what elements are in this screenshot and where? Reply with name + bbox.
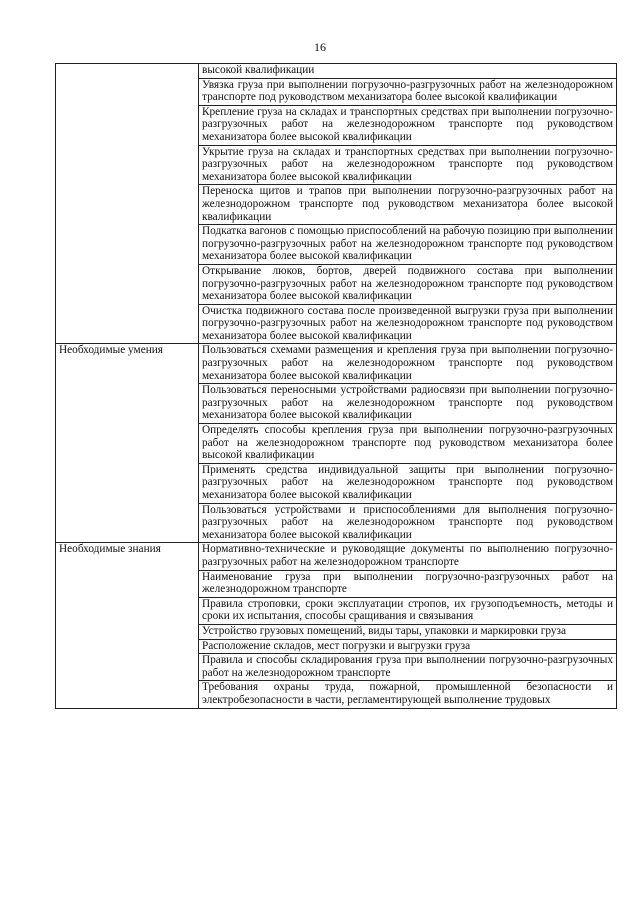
item-text: Укрытие груза на складах и транспортных средствах при выполнении погрузочно-разгрузочных работ на железнодорожном транспорте под руководством механизатора более высокой квалификации [202,145,613,183]
table-cell [199,681,617,708]
table-cell [199,384,617,424]
section-label [56,64,199,344]
table-cell [199,145,617,185]
item-text: Расположение складов, мест погрузки и выгрузки груза [202,639,471,652]
table-cell [199,654,617,681]
table-cell [199,105,617,145]
table-cell [199,503,617,543]
table-cell [199,624,617,639]
page-number: 16 [314,40,326,54]
item-text: Подкатка вагонов с помощью приспособлений на рабочую позицию при выполнении погрузочно-разгрузочных работ на железнодорожном транспорте под руководством механизатора более высокой квалификации [202,225,613,263]
table-row [56,543,617,570]
section-label: Необходимые знания [56,543,199,708]
table-cell [199,225,617,265]
item-text: Нормативно-технические и руководящие документы по выполнению погрузочно-разгрузочных работ на железнодорожном транспорте [202,543,613,568]
table-cell [199,264,617,304]
qualification-table-body [56,64,617,709]
item-text: Применять средства индивидуальной защиты при выполнении погрузочно-разгрузочных работ на железнодорожном транспорте под руководством механизатора более высокой квалификации [202,463,613,501]
table-cell [199,344,617,384]
table-cell [199,570,617,597]
table-cell [199,64,617,79]
item-text: Увязка груза при выполнении погрузочно-разгрузочных работ на железнодорожном транспорте под руководством механизатора более высокой квалификации [202,78,613,104]
section-label: Необходимые умения [56,344,199,543]
table-row [56,64,617,79]
item-text: Переноска щитов и трапов при выполнении погрузочно-разгрузочных работ на железнодорожном транспорте под руководством механизатора более высокой квалификации [202,185,613,223]
item-text: Пользоваться переносными устройствами радиосвязи при выполнении погрузочно-разгрузочных работ на железнодорожном транспорте под руководством механизатора более высокой квалификации [202,384,613,422]
table-cell [199,78,617,105]
item-text: Правила строповки, сроки эксплуатации стропов, их грузоподъемность, методы и сроки их испытания, способы сращивания и связывания [202,597,613,623]
item-text: Пользоваться схемами размещения и крепления груза при выполнении погрузочно-разгрузочных работ на железнодорожном транспорте под руководством механизатора более высокой квалификации [202,344,613,382]
item-text: Очистка подвижного состава после произведенной выгрузки груза при выполнении погрузочно-разгрузочных работ на железнодорожном транспорте под руководством механизатора более высокой квалификации [202,304,613,342]
table-cell [199,597,617,624]
table-cell [199,543,617,570]
table-cell [199,424,617,464]
item-text: Пользоваться устройствами и приспособлениями для выполнения погрузочно-разгрузочных работ на железнодорожном транспорте под руководством механизатора более высокой квалификации [202,503,613,541]
table-cell [199,463,617,503]
item-text: Определять способы крепления груза при выполнении погрузочно-разгрузочных работ на железнодорожном транспорте под руководством механизатора более высокой квалификации [202,424,613,462]
table-cell [199,185,617,225]
item-text: Требования охраны труда, пожарной, промышленной безопасности и электробезопасности в части, регламентирующей выполнение трудовых [202,681,613,706]
item-text: Устройство грузовых помещений, виды тары, упаковки и маркировки груза [202,624,566,637]
item-text: Правила и способы складирования груза при выполнении погрузочно-разгрузочных работ на железнодорожном транспорте [202,654,613,679]
table-cell [199,304,617,344]
item-text: Открывание люков, бортов, дверей подвижного состава при выполнении погрузочно-разгрузочных работ на железнодорожном транспорте под руководством механизатора более высокой квалификации [202,264,613,303]
item-text: Наименование груза при выполнении погрузочно-разгрузочных работ на железнодорожном транспорте [202,570,613,596]
item-text: высокой квалификации [202,64,315,76]
item-text: Крепление груза на складах и транспортных средствах при выполнении погрузочно-разгрузочных работ на железнодорожном транспорте под руководством механизатора более высокой квалификации [202,105,613,143]
table-cell [199,639,617,654]
table-row [56,344,617,384]
qualification-table [55,63,617,709]
